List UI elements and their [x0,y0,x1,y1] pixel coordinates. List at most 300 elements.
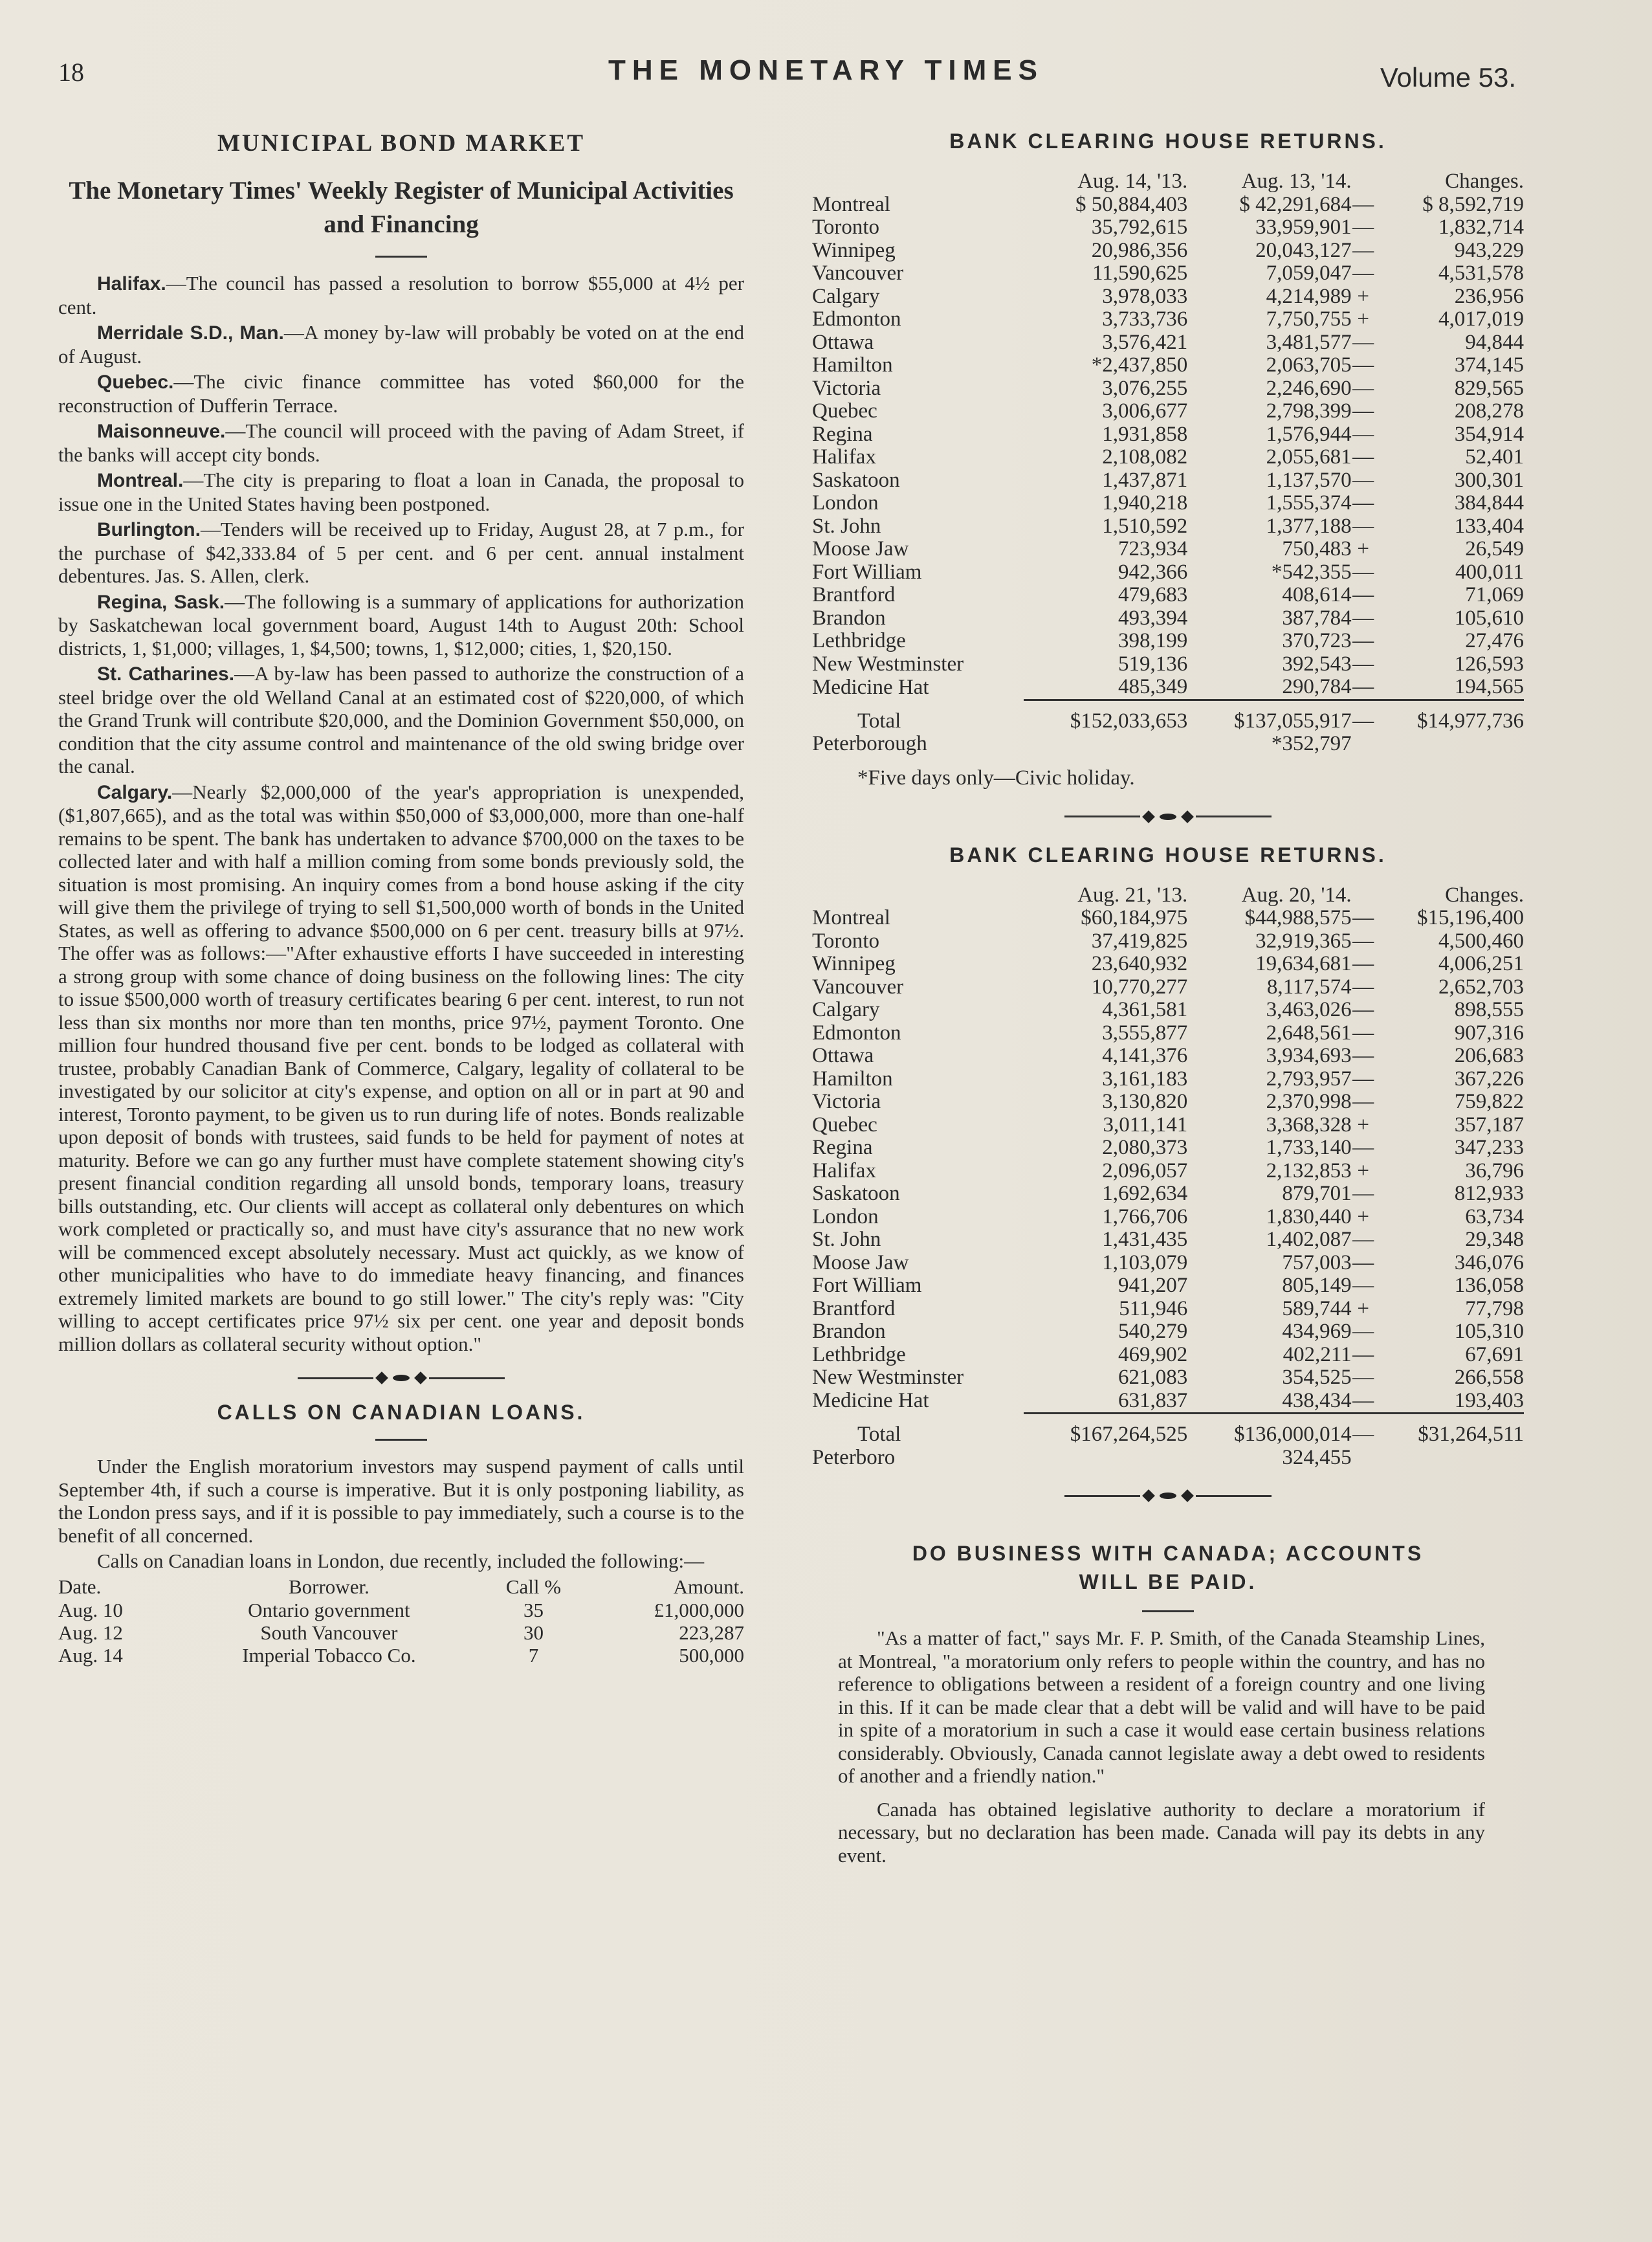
value-prev-year: 621,083 [1118,1366,1188,1389]
news-item [58,781,744,1356]
value-this-year: 438,434 [1282,1388,1352,1412]
change-amount: 36,796 [1465,1159,1524,1182]
value-prev-year: 1,766,706 [1102,1204,1188,1228]
value-this-year: 7,059,047 [1266,261,1352,285]
value-prev-year: 1,940,218 [1102,491,1188,515]
value-prev-year: 2,096,057 [1102,1159,1188,1182]
value-prev-year: 941,207 [1118,1274,1188,1297]
item-heading: Regina, Sask. [97,591,225,613]
clearing1-header-row [812,170,1524,194]
peterborough-row [812,1447,1524,1470]
total-row [812,1423,1524,1447]
change-sign: — [1352,1250,1374,1274]
news-item [58,370,744,417]
value-this-year: 2,798,399 [1266,399,1352,423]
value-prev-year: 1,437,871 [1102,468,1188,492]
value-prev-year: 4,141,376 [1102,1044,1188,1067]
table-row [812,653,1524,676]
calls-body [58,1455,744,1573]
value-this-year: 2,648,561 [1266,1021,1352,1045]
table-row [812,1206,1524,1229]
loan-date: Aug. 12 [58,1621,123,1644]
table-row [812,1252,1524,1275]
canada-paragraph: "As a matter of fact," says Mr. F. P. Smith, of the Canada Steamship Lines, at Montreal, "a moratorium only refers to people within the country, and has no reference to obligations between a resident of a foreign country and one living in this. If it can be made clear that a debt will be valid and will have to be paid in spite of a moratorium in such a case it would ease certain business relations considerably. Obviously, Canada cannot legislate away a debt owed to residents of another and a friendly nation." [838,1626,1485,1787]
change-amount: 1,832,714 [1438,216,1524,239]
value-this-year: 3,463,026 [1266,998,1352,1021]
value-this-year: 1,377,188 [1266,514,1352,538]
value-prev-year: 469,902 [1118,1342,1188,1366]
value-this-year: 2,132,853 [1266,1159,1352,1182]
change-amount: 812,933 [1454,1182,1524,1205]
change-amount: 71,069 [1465,583,1524,606]
loan-call: 35 [523,1598,544,1621]
total-label: Total [857,1423,901,1446]
value-this-year: 402,211 [1283,1342,1352,1366]
change-amount: 907,316 [1454,1021,1524,1045]
change-amount: 67,691 [1465,1342,1524,1366]
city-name: Montreal [812,192,890,216]
table-row [812,630,1524,653]
value-prev-year: 3,978,033 [1102,284,1188,308]
municipal-title: MUNICIPAL BOND MARKET [217,130,585,157]
value-this-year: 20,043,127 [1255,238,1352,262]
change-sign: — [1352,1136,1374,1159]
table-row [812,538,1524,561]
value-this-year: 354,525 [1282,1366,1352,1389]
value-this-year: 324,455 [1282,1445,1352,1469]
value-prev-year: 511,946 [1119,1296,1188,1320]
city-name: Halifax [812,445,876,469]
value-this-year: 1,733,140 [1266,1136,1352,1159]
change-sign: — [1352,1366,1374,1389]
value-prev-year: 493,394 [1118,606,1188,630]
loan-call: 7 [528,1643,539,1667]
clearing1-note: *Five days only—Civic holiday. [857,766,1135,790]
item-heading: Calgary. [97,781,173,803]
table-row [812,1320,1524,1344]
value-this-year: 1,402,087 [1266,1228,1352,1251]
value-prev-year: 3,011,141 [1103,1113,1188,1137]
value-prev-year: 20,986,356 [1091,238,1188,262]
change-sign: — [1352,629,1374,652]
loan-borrower: Imperial Tobacco Co. [242,1643,416,1667]
clearing2-header-row [812,884,1524,907]
calls-title: CALLS ON CANADIAN LOANS. [217,1401,586,1424]
canada-body [812,1626,1524,1867]
change-amount: 346,076 [1454,1250,1524,1274]
change-sign: — [1352,422,1374,446]
value-this-year: $ 42,291,684 [1239,192,1352,216]
loan-call: 30 [523,1621,544,1644]
value-prev-year: 2,080,373 [1102,1136,1188,1159]
change-sign: + [1357,537,1369,560]
table-row [812,400,1524,423]
canada-title: DO BUSINESS WITH CANADA; ACCOUNTS WILL BE PAID. [912,1542,1424,1593]
value-prev-year: 398,199 [1118,629,1188,652]
col-header: Date. [58,1575,102,1598]
municipal-items [58,272,744,1355]
news-item [58,590,744,660]
change-sign: + [1357,1204,1369,1228]
change-amount: 63,734 [1465,1204,1524,1228]
change-amount: 367,226 [1454,1067,1524,1091]
table-row [812,584,1524,607]
total-value: $136,000,014 [1234,1423,1352,1446]
value-this-year: 1,137,570 [1266,468,1352,492]
change-sign: + [1357,284,1369,308]
municipal-subtitle: The Monetary Times' Weekly Register of Municipal Activities and Financing [69,177,734,238]
change-amount: 208,278 [1454,399,1524,423]
city-name: Saskatoon [812,468,900,492]
city-name: Brantford [812,583,896,606]
loan-amount: £1,000,000 [654,1598,744,1621]
value-prev-year: 723,934 [1118,537,1188,560]
value-prev-year: 540,279 [1118,1320,1188,1343]
news-item [58,419,744,466]
city-name: New Westminster [812,1366,964,1389]
item-text: —Tenders will be received up to Friday, August 28, at 7 p.m., for the purchase of $42,333.84 of 5 per cent. and 6 per cent. annual instalment debentures. Jas. S. Allen, clerk. [58,518,744,587]
item-text: —The civic finance committee has voted $60,000 for the reconstruction of Dufferin Terrace. [58,370,744,417]
total-value: $31,264,511 [1418,1423,1524,1446]
value-this-year: 32,919,365 [1255,929,1352,953]
city-name: Edmonton [812,307,901,331]
change-amount: 4,500,460 [1438,929,1524,953]
table-row [812,561,1524,584]
city-name: Quebec [812,399,877,423]
change-sign: — [1352,261,1374,285]
value-prev-year: 37,419,825 [1091,929,1188,953]
right-column [812,129,1524,1869]
table-row [812,976,1524,999]
change-amount: 133,404 [1454,514,1524,538]
col-header: Changes. [1445,170,1524,193]
table-row [812,1022,1524,1045]
table-row [812,930,1524,953]
value-prev-year: 1,692,634 [1102,1182,1188,1205]
clearing2-title: BANK CLEARING HOUSE RETURNS. [949,843,1387,867]
value-this-year: 408,614 [1282,583,1352,606]
item-heading: Merridale S.D., Man. [97,322,284,344]
peterborough-row [812,733,1524,756]
change-sign: — [1352,560,1374,584]
change-sign: — [1352,975,1374,999]
change-sign: + [1357,1159,1369,1182]
change-sign: — [1352,1274,1374,1297]
change-amount: 4,531,578 [1438,261,1524,285]
calls-paragraph: Calls on Canadian loans in London, due recently, included the following:— [97,1549,705,1572]
value-this-year: 7,750,755 [1266,307,1352,331]
change-amount: $ 8,592,719 [1422,192,1524,216]
table-row [812,907,1524,930]
value-prev-year: 479,683 [1118,583,1188,606]
city-name: Brandon [812,606,886,630]
table-row [812,354,1524,377]
value-prev-year: 1,103,079 [1102,1250,1188,1274]
change-sign: — [1352,1067,1374,1091]
city-name: St. John [812,1228,881,1251]
table-row [812,1274,1524,1298]
clearing1-title: BANK CLEARING HOUSE RETURNS. [949,129,1387,153]
change-amount: 77,798 [1465,1296,1524,1320]
loan-date: Aug. 10 [58,1598,123,1621]
change-amount: 27,476 [1465,629,1524,652]
value-this-year: $44,988,575 [1244,906,1352,929]
city-name: Calgary [812,998,880,1021]
city-name: Regina [812,1136,873,1159]
change-sign: — [1352,468,1374,492]
table-row [812,262,1524,285]
change-sign: — [1352,1342,1374,1366]
value-prev-year: $ 50,884,403 [1075,192,1188,216]
volume-label: Volume 53. [1380,62,1516,93]
change-amount: 266,558 [1454,1366,1524,1389]
value-this-year: 1,555,374 [1266,491,1352,515]
table-row [812,676,1524,700]
total-value: $14,977,736 [1417,709,1524,733]
change-amount: 194,565 [1454,675,1524,698]
city-name: Brantford [812,1296,896,1320]
col-header: Aug. 21, '13. [1077,883,1188,907]
item-text: —The council has passed a resolution to borrow $55,000 at 4½ per cent. [58,272,744,318]
item-heading: St. Catharines. [97,663,235,685]
value-this-year: 370,723 [1282,629,1352,652]
change-sign: — [1352,238,1374,262]
value-prev-year: 4,361,581 [1102,998,1188,1021]
value-prev-year: 519,136 [1118,652,1188,676]
table-row [812,1228,1524,1252]
value-prev-year: *2,437,850 [1091,353,1188,377]
change-sign: — [1352,1021,1374,1045]
change-amount: 2,652,703 [1438,975,1524,999]
value-this-year: 3,481,577 [1266,330,1352,354]
change-amount: 4,017,019 [1438,307,1524,331]
city-name: Peterboro [812,1445,896,1469]
col-header: Call % [505,1575,562,1598]
news-item [58,518,744,588]
table-row [812,1182,1524,1206]
table-row [58,1599,744,1621]
change-amount: 374,145 [1454,353,1524,377]
item-heading: Maisonneuve. [97,421,226,442]
loans-table [58,1575,744,1667]
value-this-year: 757,003 [1282,1250,1352,1274]
city-name: Victoria [812,1090,881,1113]
total-value: $152,033,653 [1070,709,1188,733]
value-this-year: 1,830,440 [1266,1204,1352,1228]
table-row [812,607,1524,630]
value-prev-year: 35,792,615 [1091,216,1188,239]
city-name: Fort William [812,1274,922,1297]
table-row [812,216,1524,239]
value-this-year: 19,634,681 [1255,952,1352,975]
divider [375,256,427,258]
change-sign: — [1352,514,1374,538]
value-this-year: 387,784 [1282,606,1352,630]
city-name: Vancouver [812,975,904,999]
value-prev-year: 942,366 [1118,560,1188,584]
value-this-year: 2,063,705 [1266,353,1352,377]
value-prev-year: 3,130,820 [1102,1090,1188,1113]
col-header: Borrower. [288,1575,369,1598]
city-name: London [812,1204,879,1228]
change-amount: 898,555 [1454,998,1524,1021]
city-name: Winnipeg [812,952,896,975]
value-this-year: 3,368,328 [1266,1113,1352,1137]
news-item [58,272,744,318]
value-this-year: *542,355 [1271,560,1352,584]
col-header: Aug. 20, '14. [1241,883,1352,907]
change-sign: — [1352,1320,1374,1343]
change-sign: — [1352,1182,1374,1205]
ornament-divider [1064,1491,1272,1500]
value-prev-year: 1,431,435 [1102,1228,1188,1251]
value-this-year: 805,149 [1282,1274,1352,1297]
item-heading: Burlington. [97,519,201,540]
change-amount: 829,565 [1454,376,1524,400]
city-name: Moose Jaw [812,537,909,560]
clearing1-table [812,170,1524,756]
table-row [812,469,1524,493]
loan-date: Aug. 14 [58,1643,123,1667]
loan-borrower: Ontario government [248,1598,410,1621]
change-amount: 94,844 [1465,330,1524,354]
city-name: Vancouver [812,261,904,285]
value-prev-year: 1,931,858 [1102,422,1188,446]
city-name: London [812,491,879,515]
change-sign: + [1357,1113,1369,1137]
change-amount: 52,401 [1465,445,1524,469]
change-amount: 384,844 [1454,491,1524,515]
table-row [812,1366,1524,1390]
total-rule [812,700,1524,710]
value-prev-year: 23,640,932 [1091,952,1188,975]
table-row [812,492,1524,515]
table-row [812,1045,1524,1068]
change-sign: — [1352,652,1374,676]
value-prev-year: 11,590,625 [1092,261,1188,285]
city-name: Ottawa [812,1044,874,1067]
table-row [812,953,1524,976]
total-rule [812,1414,1524,1424]
city-name: Victoria [812,376,881,400]
change-amount: 347,233 [1454,1136,1524,1159]
item-text: —The city is preparing to float a loan in Canada, the proposal to issue one in the United States having been postponed. [58,469,744,515]
item-text: —The following is a summary of applications for authorization by Saskatchewan local government board, August 14th to August 20th: School districts, 1, $1,000; villages, 1, $4,500; towns, 1, $12,000; cities, 1, $20,150. [58,590,744,660]
loan-borrower: South Vancouver [260,1621,398,1644]
item-text: —The council will proceed with the paving of Adam Street, if the banks will accept city bonds. [58,419,744,466]
left-column [58,129,744,1667]
change-amount: 126,593 [1454,652,1524,676]
city-name: Calgary [812,284,880,308]
value-prev-year: 1,510,592 [1102,514,1188,538]
city-name: Ottawa [812,330,874,354]
change-sign: — [1352,216,1374,239]
news-item [58,469,744,515]
value-this-year: 3,934,693 [1266,1044,1352,1067]
city-name: Peterborough [812,732,927,755]
city-name: Saskatoon [812,1182,900,1205]
city-name: Brandon [812,1320,886,1343]
value-this-year: 750,483 [1282,537,1352,560]
value-prev-year: 2,108,082 [1102,445,1188,469]
total-row [812,710,1524,733]
total-value: $137,055,917 [1234,709,1352,733]
change-amount: 943,229 [1454,238,1524,262]
value-this-year: 2,793,957 [1266,1067,1352,1091]
change-sign: — [1352,952,1374,975]
change-amount: 206,683 [1454,1044,1524,1067]
value-prev-year: 3,006,677 [1102,399,1188,423]
table-row [812,423,1524,447]
value-prev-year: 3,555,877 [1102,1021,1188,1045]
change-amount: $15,196,400 [1417,906,1524,929]
item-text: —Nearly $2,000,000 of the year's appropriation is unexpended, ($1,807,665), and as the total was within $50,000 of $3,000,000, more than one-half remains to be spent. The bank has undertaken to advance $700,000 on the taxes to be collected later and with half a million coming from some bonds previously sold, the situation is most promising. An inquiry comes from a bond house asking if the city will give them the privilege of trying to sell $1,500,000 worth of bonds in the United States, as well as offering to advance $500,000 on 6 per cent. treasury bills at 97½. The offer was as follows:—"After exhaustive efforts I have succeeded in interesting a strong group with some chance of doing business on the following lines: The city to issue $500,000 worth of treasury certificates bearing 6 per cent. interest, to run not less than six months nor more than ten months, price 97½, payment Toronto. One million four hundred thousand five per cent. bonds to be lodged as collateral with trustee, probably Canadian Bank of Commerce, Calgary, legality of collateral to be investigated by our solicitor at city's expense, and option on all or in part at 90 and interest, Toronto payment, to be given us to run during life of notes. Bonds realizable upon deposit of bonds with trustees, said funds to be held for payment of notes at maturity. Before we can go any further must have complete statement showing city's present financial condition regarding all unsold bonds, temporary loans, treasury bills outstanding, etc. Our clients will accept as collateral only debentures on which work completed or practically so, and must have city's assurance that no new work will be commenced except absolutely necessary. Must act quickly, as we know of other municipalities who have to do immediate heavy financing, and finances extremely limited markets are bound to go still lower." The city's reply was: "City willing to accept certificates price 97½ six per cent. one year and deposit bonds million dollars as collateral security without option." [58,780,744,1355]
city-name: Halifax [812,1159,876,1182]
value-prev-year: 10,770,277 [1091,975,1188,999]
city-name: Lethbridge [812,1342,906,1366]
value-prev-year: 3,576,421 [1102,330,1188,354]
change-sign: — [1352,1090,1374,1113]
change-amount: 236,956 [1454,284,1524,308]
city-name: Regina [812,422,873,446]
value-this-year: 392,543 [1282,652,1352,676]
table-row [812,194,1524,217]
total-value: $167,264,525 [1070,1423,1188,1446]
loan-amount: 223,287 [679,1621,744,1644]
value-this-year: 1,576,944 [1266,422,1352,446]
city-name: Winnipeg [812,238,896,262]
calls-paragraph: Under the English moratorium investors may suspend payment of calls until September 4th, if such a course is imperative. But it is only postponing liability, as the London press says, and if it is possible to pay immediately, such a course is to the benefit of all concerned. [58,1455,744,1547]
city-name: Medicine Hat [812,1389,929,1413]
table-row [812,515,1524,538]
total-value: — [1352,709,1374,733]
value-this-year: 2,246,690 [1266,376,1352,400]
change-sign: — [1352,998,1374,1021]
item-text: —A by-law has been passed to authorize the construction of a steel bridge over the old Welland Canal at an estimated cost of $220,000, of which the Grand Trunk will contribute $20,000, and the Dominion Government $50,000, on condition that the city assume control and maintenance of the old swing bridge over the canal. [58,662,745,777]
value-this-year: 2,055,681 [1266,445,1352,469]
total-label: Total [857,709,901,733]
table-row [812,1091,1524,1114]
city-name: Hamilton [812,353,893,377]
city-name: Edmonton [812,1021,901,1045]
change-sign: — [1352,606,1374,630]
change-amount: 105,610 [1454,606,1524,630]
city-name: New Westminster [812,652,964,676]
news-item [58,662,744,778]
change-sign: — [1352,491,1374,515]
value-this-year: 290,784 [1282,675,1352,698]
value-prev-year: 631,837 [1118,1388,1188,1412]
col-header: Amount. [673,1575,744,1598]
change-sign: — [1352,192,1374,216]
change-sign: + [1357,307,1369,331]
table-row [812,308,1524,331]
col-header: Aug. 14, '13. [1077,170,1188,193]
change-amount: 354,914 [1454,422,1524,446]
change-sign: — [1352,353,1374,377]
table-row [812,999,1524,1022]
value-this-year: 4,214,989 [1266,284,1352,308]
city-name: Lethbridge [812,629,906,652]
change-sign: — [1352,906,1374,929]
value-prev-year: 3,733,736 [1102,307,1188,331]
value-this-year: 434,969 [1282,1320,1352,1343]
item-heading: Halifax. [97,273,166,294]
loans-header-row [58,1575,744,1599]
col-header: Changes. [1445,883,1524,907]
divider [375,1439,427,1441]
change-sign: — [1352,1228,1374,1251]
